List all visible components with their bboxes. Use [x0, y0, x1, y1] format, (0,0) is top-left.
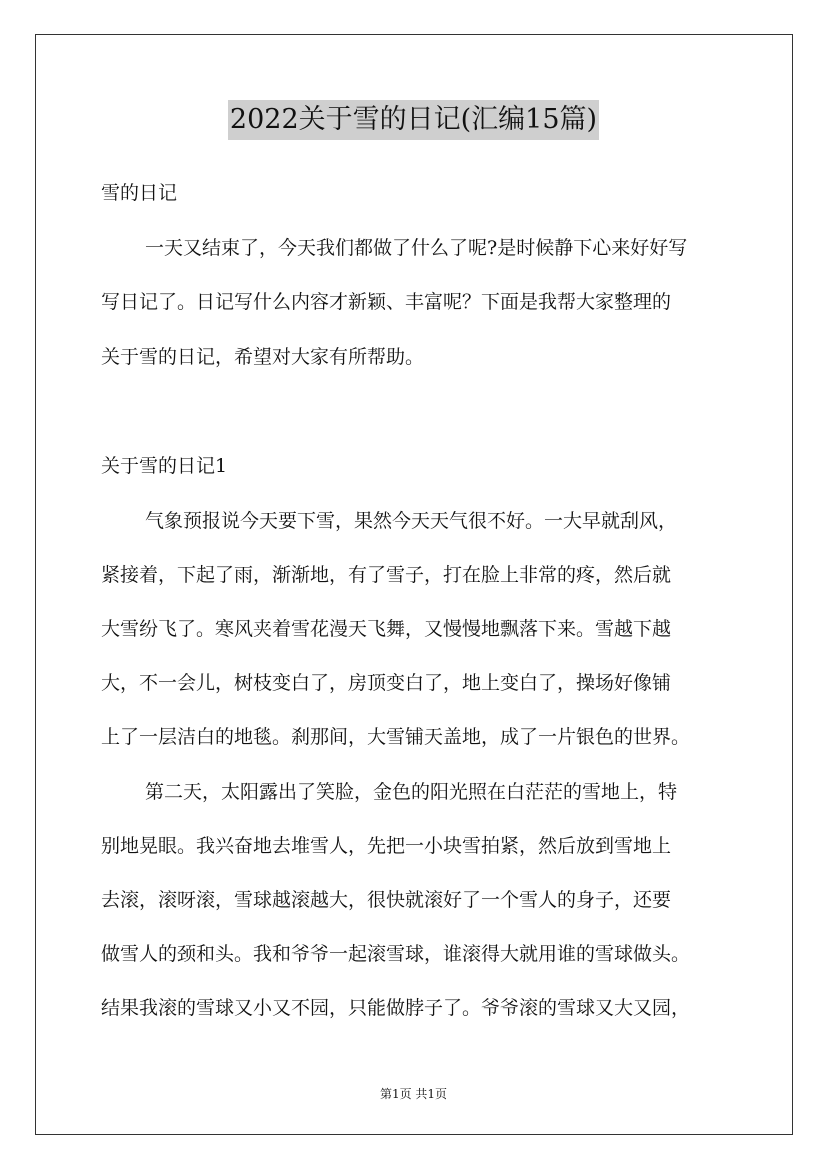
section-heading-diary-1: 关于雪的日记1 — [101, 455, 228, 477]
document-title: 2022关于雪的日记(汇编15篇) — [228, 100, 599, 140]
section-heading-snow-diary: 雪的日记 — [101, 182, 178, 204]
paragraph1-line-3: 大雪纷飞了。寒风夹着雪花漫天飞舞，又慢慢地飘落下来。雪越下越 — [101, 618, 672, 640]
intro-line-1: 一天又结束了，今天我们都做了什么了呢?是时候静下心来好好写 — [145, 237, 688, 259]
paragraph2-line-5: 结果我滚的雪球又小又不园，只能做脖子了。爷爷滚的雪球又大又园， — [101, 997, 691, 1019]
intro-line-3: 关于雪的日记，希望对大家有所帮助。 — [101, 346, 425, 368]
paragraph1-line-1: 气象预报说今天要下雪，果然今天天气很不好。一大早就刮风， — [145, 510, 678, 532]
paragraph1-line-4: 大，不一会儿，树枝变白了，房顶变白了，地上变白了，操场好像铺 — [101, 672, 672, 694]
title-container — [0, 100, 827, 140]
paragraph2-line-4: 做雪人的颈和头。我和爷爷一起滚雪球，谁滚得大就用谁的雪球做头。 — [101, 943, 691, 965]
paragraph2-line-3: 去滚，滚呀滚，雪球越滚越大，很快就滚好了一个雪人的身子，还要 — [101, 889, 672, 911]
paragraph2-line-2: 别地晃眼。我兴奋地去堆雪人，先把一小块雪拍紧，然后放到雪地上 — [101, 835, 672, 857]
paragraph1-line-5: 上了一层洁白的地毯。刹那间，大雪铺天盖地，成了一片银色的世界。 — [101, 726, 691, 748]
page-footer: 第1页 共1页 — [379, 1087, 448, 1101]
paragraph1-line-2: 紧接着，下起了雨，渐渐地，有了雪子，打在脸上非常的疼，然后就 — [101, 564, 672, 586]
paragraph2-line-1: 第二天，太阳露出了笑脸，金色的阳光照在白茫茫的雪地上，特 — [145, 781, 678, 803]
intro-line-2: 写日记了。日记写什么内容才新颖、丰富呢？下面是我帮大家整理的 — [101, 291, 672, 313]
